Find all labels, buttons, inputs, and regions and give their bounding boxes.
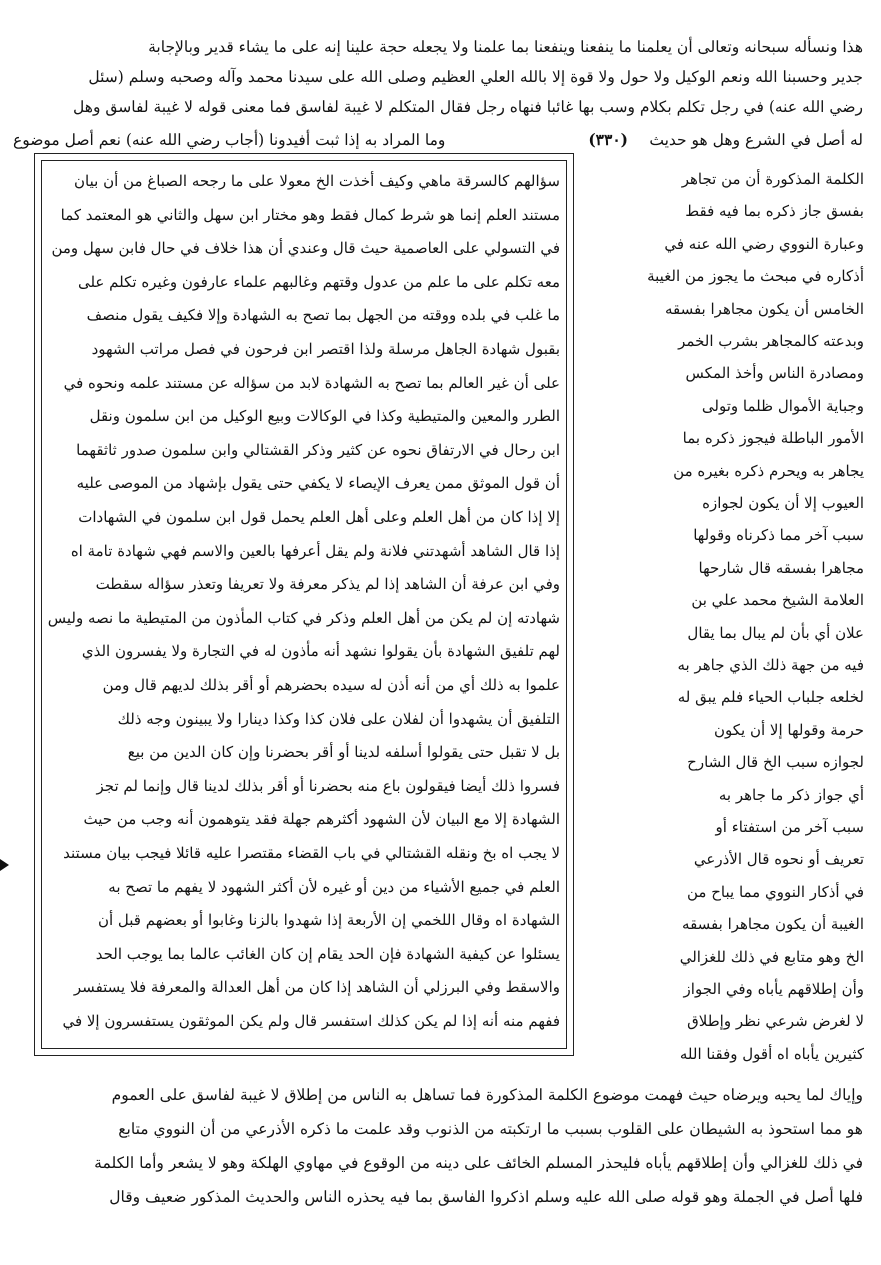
side-text-line: سبب آخر مما ذكرناه وقولها <box>693 526 864 545</box>
side-text-line: لا لغرض شرعي نظر وإطلاق <box>687 1012 864 1031</box>
text-line: وإياك لما يحبه ويرضاه حيث فهمت موضوع الكلمة المذكورة فما تساهل به الناس من إطلاق لا غيبة لفاسق على العموم <box>111 1086 863 1104</box>
box-text-line: فسروا ذلك أيضا فيقولون باع منه بحضرنا أو أقر بذلك لدينا قال وإنما لم تجز <box>96 776 560 795</box>
side-text-line: في أذكار النووي مما يباح من <box>687 882 864 901</box>
box-text-line: الشهادة اه وقال اللخمي إن الأربعة إذا شهدوا بالزنا وغابوا أو بعضهم قبل أن <box>97 911 560 930</box>
side-text-line: الخ وهو متابع في ذلك للغزالي <box>679 947 864 966</box>
box-text-line: في التسولي على العاصمية حيث قال وعندي أن هذا خلاف في حال فابن سهل ومن <box>51 239 560 258</box>
side-text-line: وجباية الأموال ظلما وتولى <box>701 396 864 415</box>
side-text-line: الغيبة أن يكون مجاهرا بفسقه <box>682 915 864 934</box>
side-text-line: فيه من جهة ذلك الذي جاهر به <box>677 656 864 674</box>
side-text-line: حرمة وقولها إلا أن يكون <box>713 720 864 739</box>
side-text-line: العيوب إلا أن يكون لجوازه <box>702 494 864 512</box>
side-text-line: ومصادرة الناس وأخذ المكس <box>685 364 864 383</box>
box-text-line: والاسقط وفي البرزلي أن الشاهد إذا كان من أهل العدالة والمعرفة فلا يستفسر <box>73 978 560 997</box>
box-text-line: الشهادة إلا مع البيان لأن الشهود أكثرهم جهلة فقد يتوهمون أنه وجب من حيث <box>83 810 560 829</box>
text-line: جدير وحسبنا الله ونعم الوكيل ولا حول ولا قوة إلا بالله العلي العظيم وصلى الله على سيدنا محمد وآله وصحبه وسلم (سئل <box>88 68 863 86</box>
box-text-line: ابن رحال في الارتفاق نحوه عن كثير وذكر القشتالي وابن سلمون صدور ثاثقهما <box>76 440 560 459</box>
side-text-line: كثيرين يأباه اه أقول وفقنا الله <box>679 1044 864 1063</box>
side-text-line: الأمور الباطلة فيجوز ذكره بما <box>682 429 864 448</box>
box-text-line: إلا إذا كان من أهل العلم وعلى أهل العلم يحمل قول ابن سلمون في الشهادات <box>78 508 560 526</box>
text-line: في ذلك للغزالي وأن إطلاقهم يأباه فليحذر المسلم الخائف على دينه من الوقوع في مهاوي الهلكة وهو لا يشعر وأما الكلمة <box>94 1154 863 1172</box>
side-text-line: وأن إطلاقهم يأباه وفي الجواز <box>683 980 864 998</box>
side-text-line: وعبارة النووي رضي الله عنه في <box>664 234 864 253</box>
box-text-line: لا يجب اه بخ ونقله القشتالي في باب القضاء مقتصرا عليه قائلا فيجب بيان مستند <box>63 844 560 862</box>
side-text-line: وبدعته كالمجاهر بشرب الخمر <box>678 332 864 350</box>
box-text-line: إذا قال الشاهد أشهدتني فلانة ولم يقل أعرفها بالعين والاسم فهي شهادة تامة اه <box>70 541 560 560</box>
side-text-line: لخلعه جلباب الحياء فلم يبق له <box>677 688 864 707</box>
box-text-line: التلفيق أن يشهدوا أن لفلان على فلان كذا وكذا دينارا ولا يبينون وجه ذلك <box>117 709 560 728</box>
side-text-line: العلامة الشيخ محمد علي بن <box>691 591 864 610</box>
box-text-line: يسئلوا عن كيفية الشهادة فإن الحد يقام إن كان الغائب عالما بما يوجب الحد <box>95 944 560 963</box>
box-text-line: معه تكلم على ما علم من عدول وقتهم وغالبهم علماء عارفون وغيره تكلم على <box>77 272 560 291</box>
text-line: هذا ونسأله سبحانه وتعالى أن يعلمنا ما ينفعنا وينفعنا بما علمنا ولا يجعله حجة علينا إنه على ما يشاء قدير وبالإجابة <box>148 38 863 56</box>
side-text-line: أي جواز ذكر ما جاهر به <box>718 785 864 804</box>
text-line: فلها أصل في الجملة وهو قوله صلى الله عليه وسلم اذكروا الفاسق بما فيه يحذره الناس والحديث المذكور ضعيف وقال <box>109 1188 863 1206</box>
side-text-line: مجاهرا بفسقه قال شارحها <box>698 558 864 577</box>
side-text-line: الكلمة المذكورة أن من تجاهر <box>681 170 864 188</box>
text-line: هو مما استحوذ به الشيطان على القلوب بسبب ما ارتكبته من الذنوب وقد علمت ما ذكره الأذرعي من أن النووي متابع <box>118 1120 863 1138</box>
box-text-line: الطرر والمعين والمتيطية وكذا في الوكالات وبيع الوكيل من ابن سلمون ونقل <box>89 407 560 426</box>
side-text-line: بفسق جاز ذكره بما فيه فقط <box>685 202 864 221</box>
box-text-line: لهم تلفيق الشهادة بأن يقولوا نشهد أنه مأذون له في التجارة ولا يفسرون الذي <box>81 642 560 661</box>
box-text-line: علموا به ذلك أي من أنه أذن له سيده بحضرهم أو أقر بذلك لديهم قال ومن <box>102 676 560 694</box>
text-line: رضي الله عنه) في رجل تكلم بكلام وسب بها غائبا فنهاه رجل فقال المتكلم لا غيبة لفاسق فما معنى قوله لا غيبة لفاسق وهل <box>73 98 863 116</box>
box-text-line: بقبول شهادة الجاهل مرسلة ولذا اقتصر ابن فرحون في فصل مراتب الشهود <box>91 340 560 358</box>
box-text-line: على أن غير العالم بما تصح به الشهادة لابد من سؤاله عن مستند علمه ونحوه في <box>63 373 560 392</box>
question-header-row <box>13 128 863 152</box>
box-text-line: العلم في جميع الأشياء من دين أو غيره لأن أكثر الشهود لا يفهم ما تصح به <box>108 877 560 896</box>
box-text-line: شهادته إن لم يكن من أهل العلم وذكر في كتاب المأذون من المتيطية ما نصه وليس <box>48 608 560 627</box>
side-text-line: سبب آخر من استفتاء أو <box>715 818 864 836</box>
text-line: له أصل في الشرع وهل هو حديث <box>649 131 863 149</box>
box-text-line: أن قول الموثق ممن يعرف الإيصاء لا يكفي حتى يقول بإشهاد من الموصى عليه <box>76 474 560 493</box>
side-text-line: أذكاره في مبحث ما يجوز من الغيبة <box>647 267 864 286</box>
margin-arrow-icon <box>0 859 9 871</box>
side-text-line: يجاهر به ويحرم ذكره بغيره من <box>673 461 864 480</box>
box-text-line: بل لا تقبل حتى يقولوا أسلفه لدينا أو أقر بحضرنا وإن كان الدين من بيع <box>127 743 560 762</box>
box-text-line: ففهم منه أنه إذا لم يكن كذلك استفسر قال ولم يكن الموثقون يستفسرون إلا في <box>62 1012 560 1030</box>
side-text-line: لجوازه سبب الخ قال الشارح <box>687 753 864 772</box>
side-text-line: علان أي بأن لم يبال بما يقال <box>687 623 864 642</box>
question-text: وما المراد به إذا ثبت أفيدونا (أجاب رضي الله عنه) نعم أصل موضوع <box>13 131 446 149</box>
side-text-line: تعريف أو نحوه قال الأذرعي <box>693 850 864 869</box>
box-text-line: سؤالهم كالسرقة ماهي وكيف أخذت الخ معولا على ما رجحه الصباغ من أن بيان <box>74 172 560 190</box>
box-text-line: ما غلب في بلده ووقته من الجهل بما تصح به الشهادة وإلا فكيف يقول منصف <box>86 306 560 325</box>
box-text-line: وفي ابن عرفة أن الشاهد إذا لم يذكر معرفة ولا تعريفا وتعذر سؤاله سقطت <box>95 575 560 594</box>
box-text-line: مستند العلم إنما هو شرط كمال فقط وهو مختار ابن سهل والثاني هو المعتمد كما <box>60 205 560 224</box>
side-text-line: الخامس أن يكون مجاهرا بفسقه <box>664 299 864 318</box>
question-number: (٣٣٠) <box>588 130 628 149</box>
